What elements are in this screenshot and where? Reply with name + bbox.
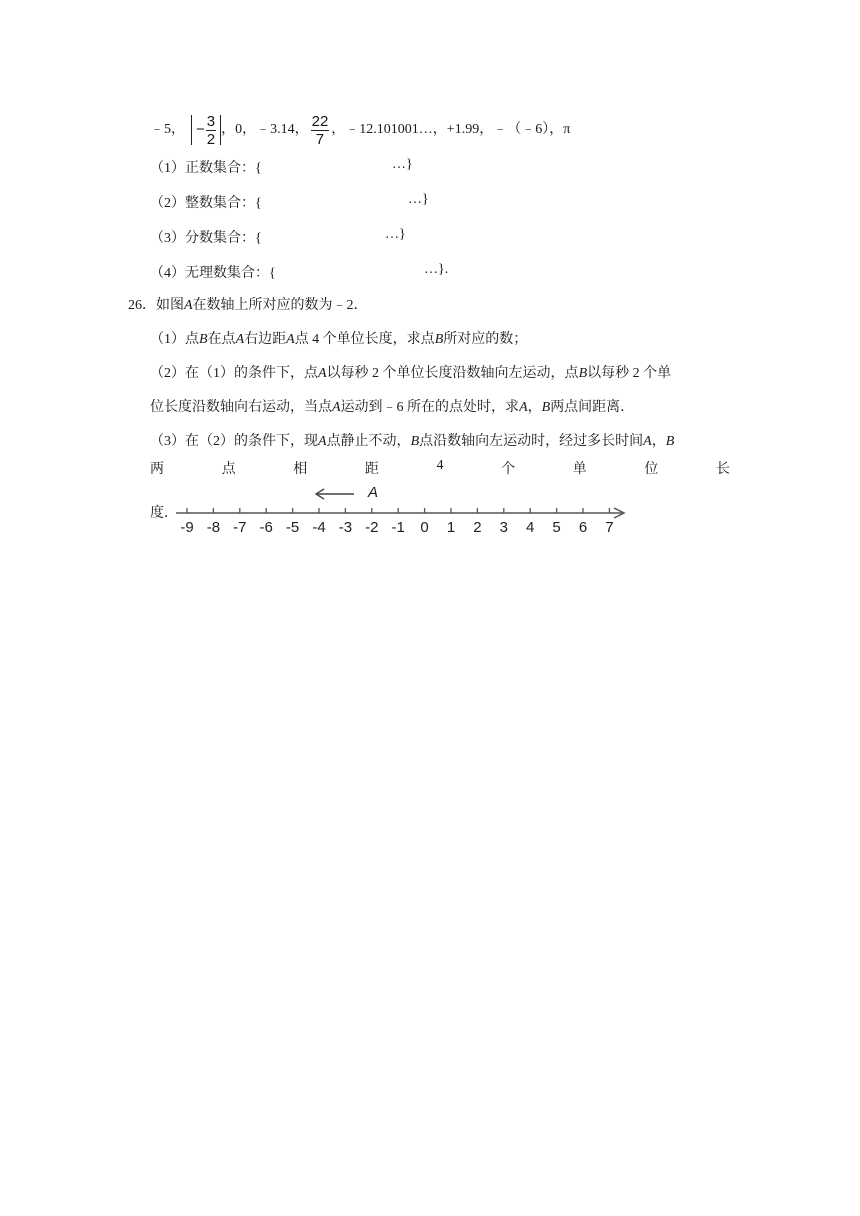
question-text: 在数轴上所对应的数为﹣2．: [192, 298, 368, 313]
axis-tick-label: -7: [233, 519, 247, 536]
fraction-three-halves: [206, 114, 216, 147]
fraction-numerator: 22: [311, 112, 329, 130]
part-text: ，: [527, 400, 542, 415]
axis-tick-label: 7: [605, 519, 614, 536]
number-list-item: ，0，﹣3.14，: [221, 122, 309, 138]
spread-char: 两: [150, 462, 164, 477]
point-a-label: A: [286, 332, 295, 347]
set-fraction-end: …}: [385, 227, 406, 242]
point-b-label: B: [578, 366, 588, 381]
part-text: ，: [651, 434, 666, 449]
point-a-label: A: [318, 434, 327, 449]
point-a-label: A: [519, 400, 528, 415]
spread-char: 距: [364, 462, 379, 477]
number-list-item: ﹣5，: [150, 122, 185, 138]
part-text: 点 4 个单位长度，求点: [294, 332, 435, 347]
spread-char: 位: [644, 462, 659, 477]
part-text: 右边距: [244, 332, 287, 347]
set-label: （2）整数集合：{: [150, 196, 262, 211]
part-2-line-1: [150, 362, 671, 382]
number-list-item: ，﹣12.101001…，+1.99，﹣（﹣6），π: [331, 122, 571, 138]
part-text: （3）在（2）的条件下，现: [150, 434, 318, 449]
axis-tick-label: 2: [473, 519, 482, 536]
axis-tick-label: -5: [285, 519, 300, 536]
point-a-label: A: [235, 332, 245, 347]
axis-tick-label: -3: [338, 519, 353, 536]
number-line-figure: [176, 484, 636, 540]
part-text: 所对应的数；: [443, 332, 528, 347]
part-1: [150, 328, 527, 348]
point-a-label: A: [318, 366, 327, 381]
spread-char: 个: [501, 462, 516, 477]
axis-tick-label: -4: [312, 519, 326, 536]
axis-tick-label: 4: [526, 519, 535, 536]
set-integer: [150, 192, 262, 212]
point-b-label: B: [434, 332, 444, 347]
axis-tick-label: -2: [365, 519, 379, 536]
spread-char: 4: [436, 458, 444, 473]
spread-char: 点: [221, 462, 236, 477]
part-text: 在点: [207, 332, 236, 347]
spread-char: 长: [716, 462, 730, 477]
point-a-marker: A: [368, 484, 379, 501]
abs-bar-left: [191, 115, 192, 145]
set-integer-end: …}: [408, 192, 429, 207]
part-2-line-2: [150, 396, 634, 416]
set-label: （1）正数集合：{: [150, 161, 262, 176]
fraction-twenty-two-sevenths: [311, 114, 330, 147]
fraction-numerator: 3: [206, 112, 216, 130]
axis-tick-label: -6: [259, 519, 273, 536]
spread-char: 相: [293, 462, 308, 477]
point-b-label: B: [665, 434, 675, 449]
part-3-line-3: 度．: [150, 506, 178, 521]
part-text: 点静止不动，: [326, 434, 411, 449]
fraction-denominator: 2: [206, 130, 216, 148]
part-text: （1）点: [150, 332, 199, 347]
set-irrational: [150, 262, 276, 282]
point-a-label: A: [332, 400, 341, 415]
set-irrational-end: …}.: [424, 262, 449, 277]
set-positive-end: …}: [392, 157, 413, 172]
axis-tick-label: 5: [552, 519, 561, 536]
axis-tick-label: -8: [206, 519, 221, 536]
point-a-label: A: [184, 298, 193, 313]
axis-tick-label: 1: [446, 519, 456, 536]
question-26: [128, 294, 368, 314]
part-text: 以每秒 2 个单: [587, 366, 672, 381]
part-text: 以每秒 2 个单位长度沿数轴向左运动，点: [326, 366, 579, 381]
question-number: 26．: [128, 298, 156, 313]
part-text: 两点间距离．: [550, 400, 635, 415]
number-list: [150, 110, 570, 150]
axis-tick-label: 6: [578, 519, 588, 536]
spread-char: 单: [572, 462, 587, 477]
point-b-label: B: [541, 400, 551, 415]
axis-tick-label: -1: [391, 519, 405, 536]
abs-minus: −: [196, 121, 205, 138]
axis-tick-label: 0: [420, 519, 429, 536]
set-label: （4）无理数集合：{: [150, 266, 276, 281]
part-text: 位长度沿数轴向右运动，当点: [150, 400, 332, 415]
point-b-label: B: [410, 434, 420, 449]
set-positive: [150, 157, 262, 177]
left-motion-arrow: [316, 489, 354, 499]
fraction-denominator: 7: [315, 130, 325, 148]
part-3-line-2: [150, 458, 730, 478]
question-text: 如图: [156, 298, 184, 313]
axis-tick-label: -9: [180, 519, 194, 536]
point-b-label: B: [199, 332, 208, 347]
set-label: （3）分数集合：{: [150, 231, 262, 246]
set-fraction: [150, 227, 262, 247]
part-text: 运动到﹣6 所在的点处时，求: [340, 400, 520, 415]
part-3-line-1: [150, 430, 674, 450]
part-text: 点沿数轴向左运动时，经过多长时间: [419, 434, 644, 449]
point-a-label: A: [643, 434, 652, 449]
part-text: （2）在（1）的条件下，点: [150, 366, 318, 381]
axis-tick-label: 3: [499, 519, 508, 536]
